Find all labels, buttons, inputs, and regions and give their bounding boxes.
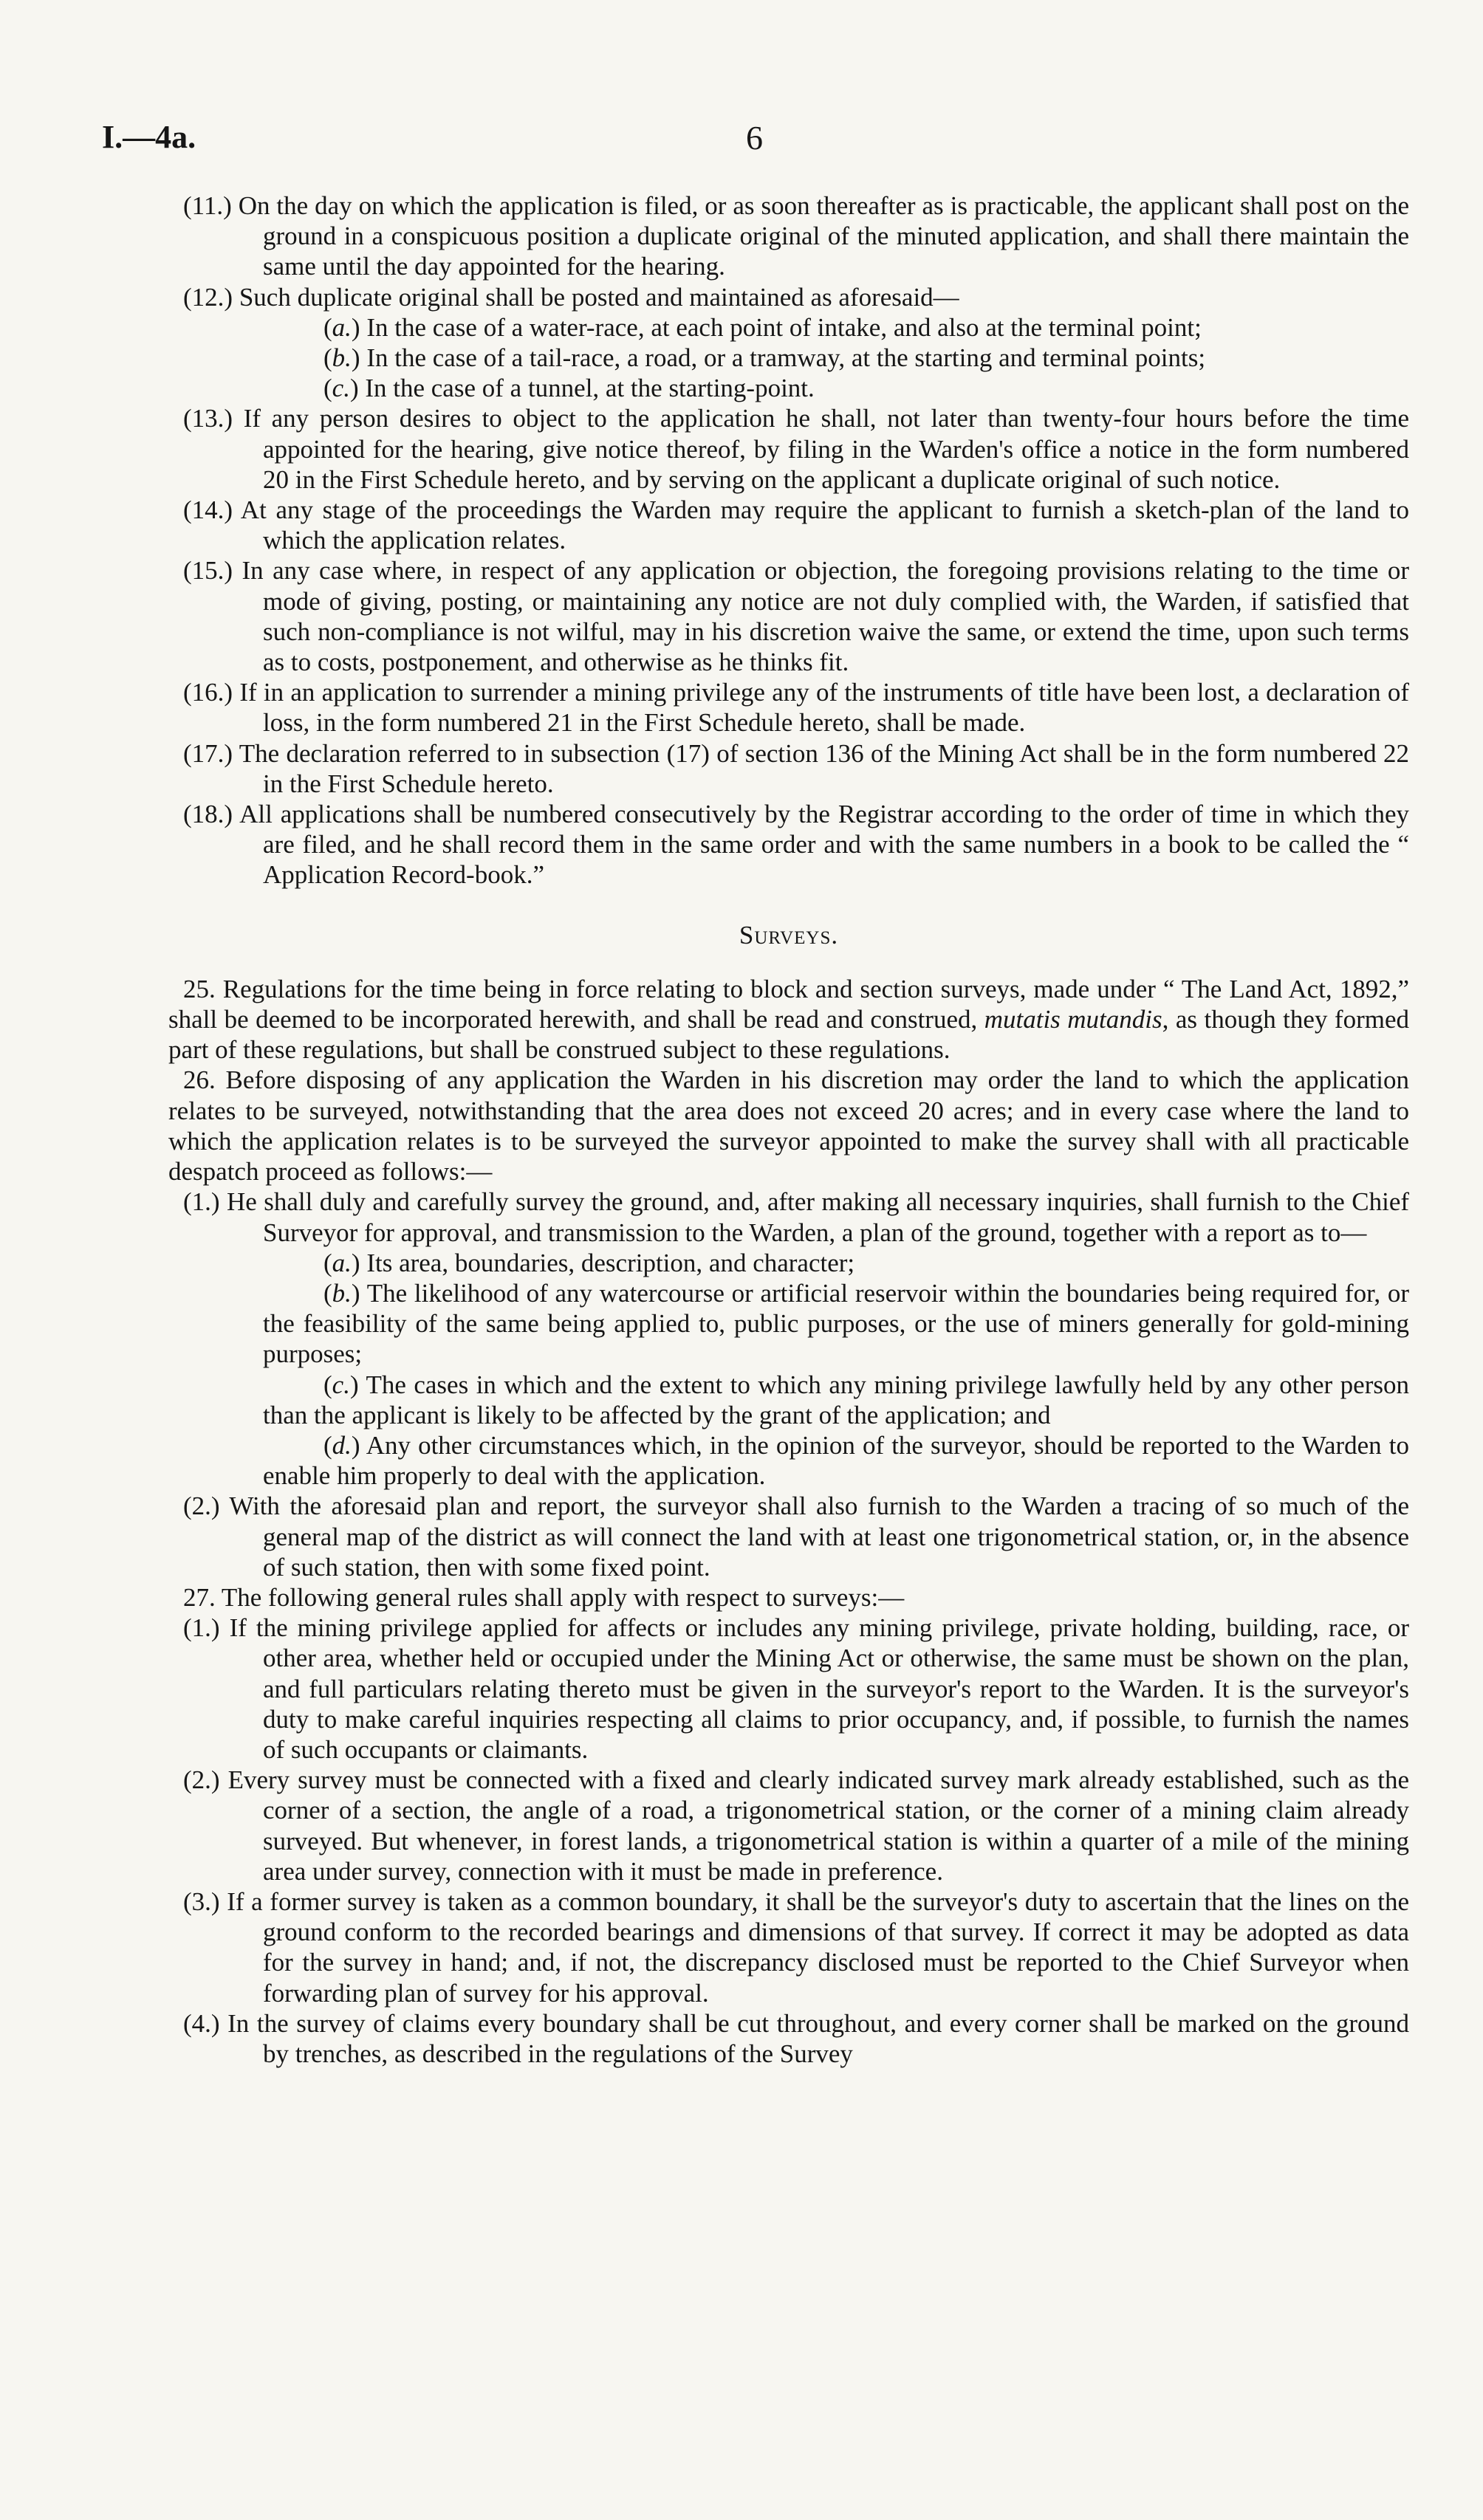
regulation-subclause	[168, 495, 1409, 555]
regulations-text	[168, 190, 1409, 2069]
regulation-subclause	[168, 1886, 1409, 2008]
clause-number: (15.)	[183, 556, 233, 586]
regulation-subclause	[168, 1765, 1409, 1886]
clause-text: Such duplicate original shall be posted and maintained as aforesaid—	[239, 282, 959, 312]
clause-number: (1.)	[183, 1187, 220, 1217]
subitem-label: (d.)	[323, 1430, 360, 1460]
page-header	[0, 118, 1483, 162]
clause-number: (11.)	[183, 191, 232, 220]
regulation-subclause	[168, 1491, 1409, 1582]
regulation-subclause	[168, 555, 1409, 677]
clause-number: (16.)	[183, 678, 233, 707]
clause-number: (4.)	[183, 2008, 220, 2038]
clause-text: Before disposing of any application the Warden in his discretion may order the land to which the application relates to be surveyed, notwithstanding that the area does not exceed 20 acres; and in every case where the land to which the application relates is to be surveyed the surveyor appointed to make the survey shall with all practicable despatch proceed as follows:—	[168, 1065, 1410, 1187]
clause-text: If any person desires to object to the application he shall, not later than twenty-four hours before the time appointed for the hearing, give notice thereof, by filing in the Warden's office a notice in the form numbered 20 in the First Schedule hereto, and by serving on the applicant a duplicate original of such notice.	[243, 404, 1410, 494]
clause-text: Regulations for the time being in force relating to block and section surveys, made under “ The Land Act, 1892,” shall be deemed to be incorporated herewith, and shall be read and construed, mutatis mutandis, as though they formed part of these regulations, but shall be construed subject to these regulations.	[168, 974, 1410, 1065]
clause-text: If in an application to surrender a mining privilege any of the instruments of title have been lost, a declaration of loss, in the form numbered 21 in the First Schedule hereto, shall be made.	[239, 678, 1410, 738]
regulation-subitem	[168, 1430, 1409, 1491]
subitem-text: Its area, boundaries, description, and character;	[366, 1248, 855, 1277]
clause-number: 25.	[183, 974, 216, 1003]
clause-text: All applications shall be numbered consecutively by the Registrar according to the order of time in which they are filed, and he shall record them in the same order and with the same numbers in a book to be called the “ Application Record-book.”	[239, 800, 1409, 890]
subitem-label: (a.)	[323, 1248, 360, 1277]
clause-text: He shall duly and carefully survey the ground, and, after making all necessary inquiries, shall furnish to the Chief Surveyor for approval, and transmission to the Warden, a plan of the ground, together with a report as to—	[226, 1187, 1410, 1247]
subitem-text: The likelihood of any watercourse or artificial reservoir within the boundaries being required for, or the feasibility of the same being applied to, public purposes, or the use of miners generally for gold-mining purposes;	[263, 1278, 1409, 1369]
clause-text: In the survey of claims every boundary shall be cut throughout, and every corner shall be marked on the ground by trenches, as described in the regulations of the Survey	[227, 2008, 1409, 2068]
regulation-subitem	[168, 1278, 1409, 1370]
regulation-clause	[168, 1582, 1409, 1613]
page-number: 6	[746, 119, 763, 157]
clause-text: On the day on which the application is filed, or as soon thereafter as is practicable, the applicant shall post on the ground in a conspicuous position a duplicate original of the minuted application, and shall there maintain the same until the day appointed for the hearing.	[238, 191, 1410, 281]
regulation-clause	[168, 974, 1409, 1065]
subitem-label: (b.)	[323, 1278, 360, 1308]
section-heading: Surveys.	[739, 920, 839, 950]
clause-text: At any stage of the proceedings the Warden may require the applicant to furnish a sketch-plan of the land to which the application relates.	[240, 495, 1409, 555]
regulation-subclause	[168, 738, 1409, 799]
regulation-subclause	[168, 677, 1409, 738]
clause-number: (13.)	[183, 404, 233, 433]
regulation-subclause	[168, 2008, 1409, 2069]
clause-text: The declaration referred to in subsection (17) of section 136 of the Mining Act shall be in the form numbered 22 in the First Schedule hereto.	[239, 738, 1409, 798]
regulation-subitem	[168, 1370, 1409, 1430]
subitem-text: In the case of a water-race, at each point of intake, and also at the terminal point;	[366, 312, 1202, 342]
regulation-subclause	[168, 1613, 1409, 1765]
paper-reference: I.—4a.	[102, 119, 196, 155]
clause-text: If a former survey is taken as a common boundary, it shall be the surveyor's duty to ascertain that the lines on the ground conform to the recorded bearings and dimensions of that survey. If correct it may be adopted as data for the survey in hand; and, if not, the discrepancy disclosed must be reported to the Chief Surveyor when forwarding plan of survey for his approval.	[227, 1886, 1410, 2008]
subitem-text: In the case of a tail-race, a road, or a tramway, at the starting and terminal points;	[366, 343, 1206, 373]
clause-number: (2.)	[183, 1765, 220, 1795]
regulation-subclause	[168, 403, 1409, 495]
subitem-text: In the case of a tunnel, at the starting-point.	[365, 374, 815, 403]
clause-text: In any case where, in respect of any application or objection, the foregoing provisions relating to the time or mode of giving, posting, or maintaining any notice are not duly complied with, the Warden, if satisfied that such non-compliance is not wilful, may in his discretion waive the same, or extend the time, upon such terms as to costs, postponement, and otherwise as he thinks fit.	[242, 556, 1410, 677]
clause-text: Every survey must be connected with a fixed and clearly indicated survey mark already established, such as the corner of a section, the angle of a road, a trigonometrical station, or the corner of a mining claim already surveyed. But whenever, in forest lands, a trigonometrical station is within a quarter of a mile of the mining area under survey, connection with it must be made in preference.	[227, 1765, 1410, 1886]
regulation-subitem	[168, 373, 1409, 403]
subitem-label: (b.)	[323, 343, 360, 373]
clause-number: (18.)	[183, 800, 233, 829]
subitem-text: Any other circumstances which, in the opinion of the surveyor, should be reported to the Warden to enable him properly to deal with the application.	[263, 1430, 1409, 1491]
regulation-subclause	[168, 282, 1409, 312]
regulation-subclause	[168, 1187, 1409, 1247]
subitem-text: The cases in which and the extent to which any mining privilege lawfully held by any other person than the applicant is likely to be affected by the grant of the application; and	[263, 1370, 1409, 1429]
regulation-subclause	[168, 799, 1409, 890]
regulation-subclause	[168, 190, 1409, 282]
subitem-label: (c.)	[323, 1370, 359, 1399]
clause-number: (17.)	[183, 738, 233, 768]
clause-number: 27.	[183, 1582, 216, 1612]
subitem-label: (c.)	[323, 374, 359, 403]
clause-number: (2.)	[183, 1491, 220, 1521]
regulation-clause	[168, 1065, 1409, 1187]
regulation-subitem	[168, 1248, 1409, 1278]
clause-number: (1.)	[183, 1613, 220, 1643]
regulation-subitem	[168, 312, 1409, 343]
clause-text: If the mining privilege applied for affects or includes any mining privilege, private holding, building, race, or other area, whether held or occupied under the Mining Act or otherwise, the same must be shown on the plan, and full particulars relating thereto must be given in the surveyor's report to the Warden. It is the surveyor's duty to make careful inquiries respecting all claims to prior occupancy, and, if possible, to furnish the names of such occupants or claimants.	[229, 1613, 1409, 1764]
clause-number: (12.)	[183, 282, 233, 312]
regulation-subitem	[168, 343, 1409, 373]
clause-number: (3.)	[183, 1886, 220, 1916]
clause-number: 26.	[183, 1065, 216, 1095]
clause-number: (14.)	[183, 495, 233, 525]
subitem-label: (a.)	[323, 312, 360, 342]
clause-text: The following general rules shall apply with respect to surveys:—	[221, 1582, 905, 1612]
clause-text: With the aforesaid plan and report, the surveyor shall also furnish to the Warden a tracing of so much of the general map of the district as will connect the land with at least one trigonometrical station, or, in the absence of such station, then with some fixed point.	[229, 1491, 1409, 1582]
